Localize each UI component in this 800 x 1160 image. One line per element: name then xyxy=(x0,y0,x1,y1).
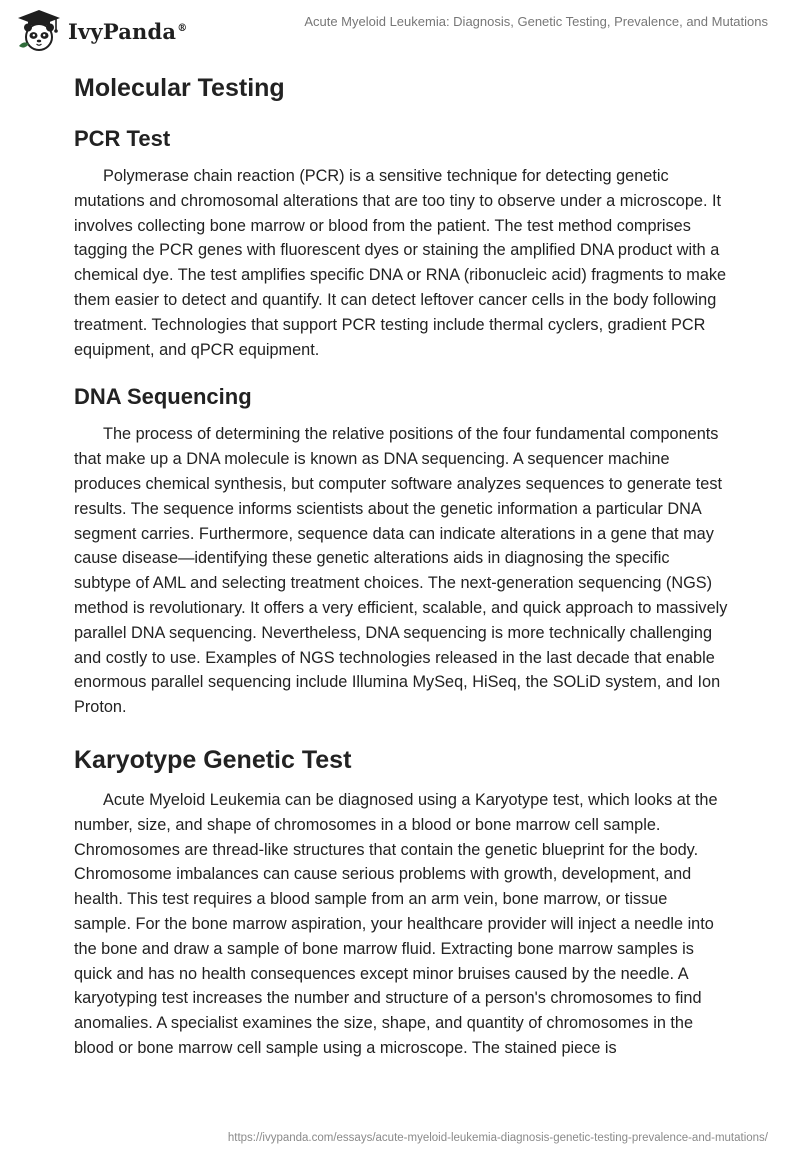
paragraph-pcr: Polymerase chain reaction (PCR) is a sensitive technique for detecting genetic mutations and chromosomal alterations that are too tiny to observe under a microscope. It involves collecting bone marrow or blood from the patient. The test method comprises tagging the PCR genes with fluorescent dyes or staining the amplified DNA product with a chemical dye. The test amplifies specific DNA or RNA (ribonucleic acid) fragments to make them easier to detect and quantify. It can detect leftover cancer cells in the body following treatment. Technologies that support PCR testing include thermal cyclers, gradient PCR equipment, and qPCR equipment. xyxy=(74,167,727,359)
registered-mark: ® xyxy=(177,22,188,34)
document-title: Acute Myeloid Leukemia: Diagnosis, Genetic Testing, Prevalence, and Mutations xyxy=(304,14,768,29)
section-heading-karyotype: Karyotype Genetic Test xyxy=(74,745,352,774)
ivypanda-logo[interactable] xyxy=(16,8,187,54)
footer-source-link[interactable]: https://ivypanda.com/essays/acute-myeloid-leukemia-diagnosis-genetic-testing-prevalence-and-mutations/ xyxy=(227,1132,768,1144)
article-body xyxy=(74,70,728,1061)
brand-name: IvyPanda® xyxy=(68,18,188,44)
page-header xyxy=(0,0,800,60)
paragraph-karyotype: Acute Myeloid Leukemia can be diagnosed using a Karyotype test, which looks at the number, size, and shape of chromosomes in a blood or bone marrow cell sample. Chromosomes are thread-like structures that contain the genetic blueprint for the body. Chromosome imbalances can cause serious problems with growth, development, and health. This test requires a blood sample from an arm vein, bone marrow, or tissue sample. For the bone marrow aspiration, your healthcare provider will inject a needle into the bone and draw a sample of bone marrow fluid. Extracting bone marrow samples is quick and has no health consequences except minor bruises caused by the needle. A karyotyping test increases the number and structure of a person's chromosomes to find anomalies. A specialist examines the size, shape, and quantity of chromosomes in the blood or bone marrow cell sample using a microscope. The stained piece is xyxy=(74,790,718,1057)
paragraph-dna: The process of determining the relative positions of the four fundamental components that make up a DNA molecule is known as DNA sequencing. A sequencer machine produces chemical synthesis, but computer software analyzes sequences to generate test results. The sequence informs scientists about the genetic information a particular DNA segment carries. Furthermore, sequence data can indicate alterations in a gene that may cause disease—identifying these genetic alterations aids in diagnosing the specific subtype of AML and selecting treatment choices. The next-generation sequencing (NGS) method is revolutionary. It offers a very efficient, scalable, and quick approach to massively parallel DNA sequencing. Nevertheless, DNA sequencing is more technically challenging and costly to use. Examples of NGS technologies released in the last decade that enable enormous parallel sequencing include Illumina MySeq, HiSeq, the SOLiD system, and Ion Proton. xyxy=(74,425,728,717)
section-heading-molecular-testing: Molecular Testing xyxy=(74,74,285,102)
subheading-dna-sequencing: DNA Sequencing xyxy=(74,384,252,410)
subheading-pcr-test: PCR Test xyxy=(74,126,171,151)
panda-graduate-icon xyxy=(16,8,62,54)
